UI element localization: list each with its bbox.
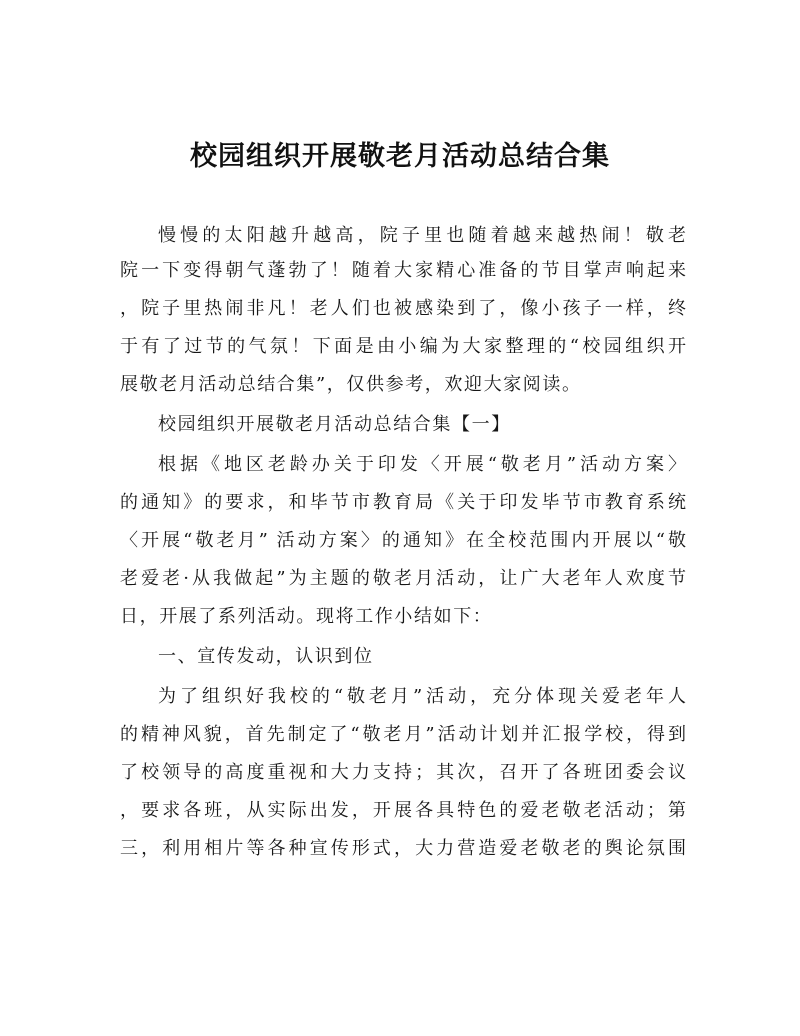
- paragraph-line: ，要求各班，从实际出发，开展各具特色的爱老敬老活动；第: [120, 800, 686, 821]
- paragraph-line: 慢慢的太阳越升越高，院子里也随着越来越热闹！敬老: [158, 225, 686, 246]
- paragraph-line: 于有了过节的气氛！下面是由小编为大家整理的“校园组织开: [120, 336, 686, 357]
- paragraph-line: ，院子里热闹非凡！老人们也被感染到了，像小孩子一样，终: [120, 298, 686, 319]
- paragraph-line: 展敬老月活动总结合集”，仅供参考，欢迎大家阅读。: [120, 374, 582, 395]
- paragraph-line: 〈开展“敬老月” 活动方案〉的通知》在全校范围内开展以“敬: [120, 530, 686, 551]
- paragraph-line: 为了组织好我校的“敬老月”活动，充分体现关爱老年人: [158, 686, 686, 707]
- section-heading: 校园组织开展敬老月活动总结合集【一】: [158, 414, 511, 435]
- paragraph-line: 根据《地区老龄办关于印发〈开展“敬老月”活动方案〉: [158, 454, 686, 475]
- paragraph-line: 院一下变得朝气蓬勃了！随着大家精心准备的节目掌声响起来: [120, 260, 686, 281]
- paragraph-line: 的精神风貌，首先制定了“敬老月”活动计划并汇报学校，得到: [120, 724, 686, 745]
- paragraph-line: 日，开展了系列活动。现将工作小结如下：: [120, 606, 493, 627]
- subsection-heading: 一、宣传发动，认识到位: [158, 646, 374, 667]
- paragraph-line: 了校领导的高度重视和大力支持；其次，召开了各班团委会议: [120, 762, 686, 783]
- document-title: 校园组织开展敬老月活动总结合集: [190, 141, 610, 172]
- paragraph-line: 的通知》的要求，和毕节市教育局《关于印发毕节市教育系统: [120, 492, 686, 513]
- paragraph-line: 三，利用相片等各种宣传形式，大力营造爱老敬老的舆论氛围: [120, 838, 686, 859]
- paragraph-line: 老爱老·从我做起”为主题的敬老月活动，让广大老年人欢度节: [120, 568, 686, 589]
